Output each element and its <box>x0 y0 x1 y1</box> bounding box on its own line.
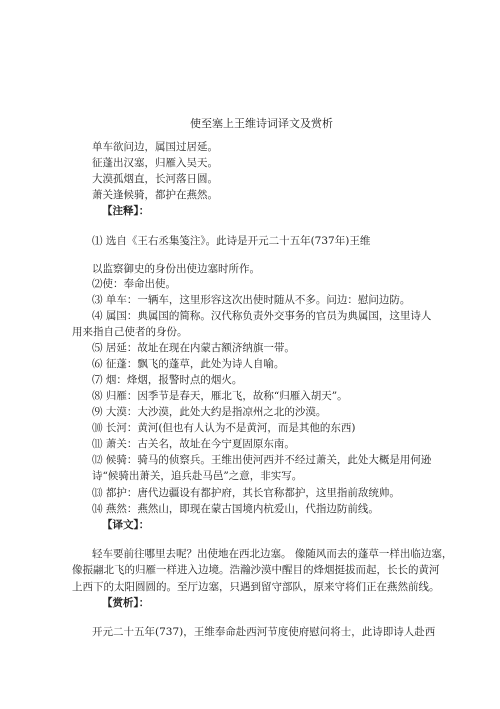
note-line: ⑵使：奉命出使。 <box>92 278 176 290</box>
poem-line: 萧关逢候骑，都护在燕然。 <box>92 189 218 201</box>
translation-line: 像振翮北飞的归雁一样进入边境。浩瀚沙漠中醒目的烽烟挺拔而起，长长的黄河 <box>72 564 440 576</box>
note-line: ⒁ 燕然：燕然山，即现在蒙古国境内杭爱山，代指边防前线。 <box>92 503 379 515</box>
document-title: 使至塞上王维诗词译文及赏析 <box>190 117 333 130</box>
poem-line: 征蓬出汉塞，归雁入吴天。 <box>92 157 218 169</box>
note-line: ⑸ 居延：故址在现在内蒙古额济纳旗一带。 <box>92 342 295 354</box>
note-line: ⑾ 萧关：古关名，故址在今宁夏固原东南。 <box>92 438 295 450</box>
notes-heading: 【注释】： <box>102 205 150 217</box>
translation-line: 轻车要前往哪里去呢？出使地在西北边塞。 像随风而去的蓬草一样出临边塞， <box>92 548 453 560</box>
poem-line: 单车欲问边，属国过居延。 <box>92 141 218 153</box>
appreciation-line: 开元二十五年(737)，王维奉命赴西河节度使府慰问将士，此诗即诗人赴西 <box>92 626 436 638</box>
note-line: 以监察御史的身份出使边塞时所作。 <box>92 263 260 275</box>
note-line: ⑽ 长河：黄河(但也有人认为不是黄河，而是其他的东西) <box>92 422 356 434</box>
translation-line: 上西下的太阳圆圆的。至厅边塞，只遇到留守部队，原来守将们正在燕然前线。 <box>72 581 440 593</box>
note-line: ⑿ 候骑：骑马的侦察兵。王维出使河西并不经过萧关，此处大概是用何逊 <box>92 454 432 466</box>
note-line: ⑷ 属国：典属国的简称。汉代称负责外交事务的官员为典属国，这里诗人 <box>92 310 432 322</box>
appreciation-heading: 【赏析】： <box>102 597 150 609</box>
poem-line: 大漠孤烟直，长河落日圆。 <box>92 173 218 185</box>
note-line: ⒀ 都护：唐代边疆设有都护府，其长官称都护，这里指前敌统帅。 <box>92 487 400 499</box>
note-line: ⑶ 单车：一辆车，这里形容这次出使时随从不多。问边：慰问边防。 <box>92 294 411 306</box>
note-line: ⑼ 大漠：大沙漠，此处大约是指凉州之北的沙漠。 <box>92 406 327 418</box>
note-line: 诗“候骑出萧关，追兵赴马邑”之意，非实写。 <box>92 470 303 482</box>
translation-heading: 【译文】： <box>102 519 150 531</box>
note-line: ⑴ 选自《王右丞集笺注》。此诗是开元二十五年(737年)王维 <box>92 235 371 247</box>
note-line: 用来指自己使者的身份。 <box>72 326 188 338</box>
note-line: ⑹ 征蓬：飘飞的蓬草，此处为诗人自喻。 <box>92 358 285 370</box>
note-line: ⑻ 归雁：因季节是春天，雁北飞，故称“归雁入胡天”。 <box>92 390 348 402</box>
note-line: ⑺ 烟：烽烟，报警时点的烟火。 <box>92 374 243 386</box>
